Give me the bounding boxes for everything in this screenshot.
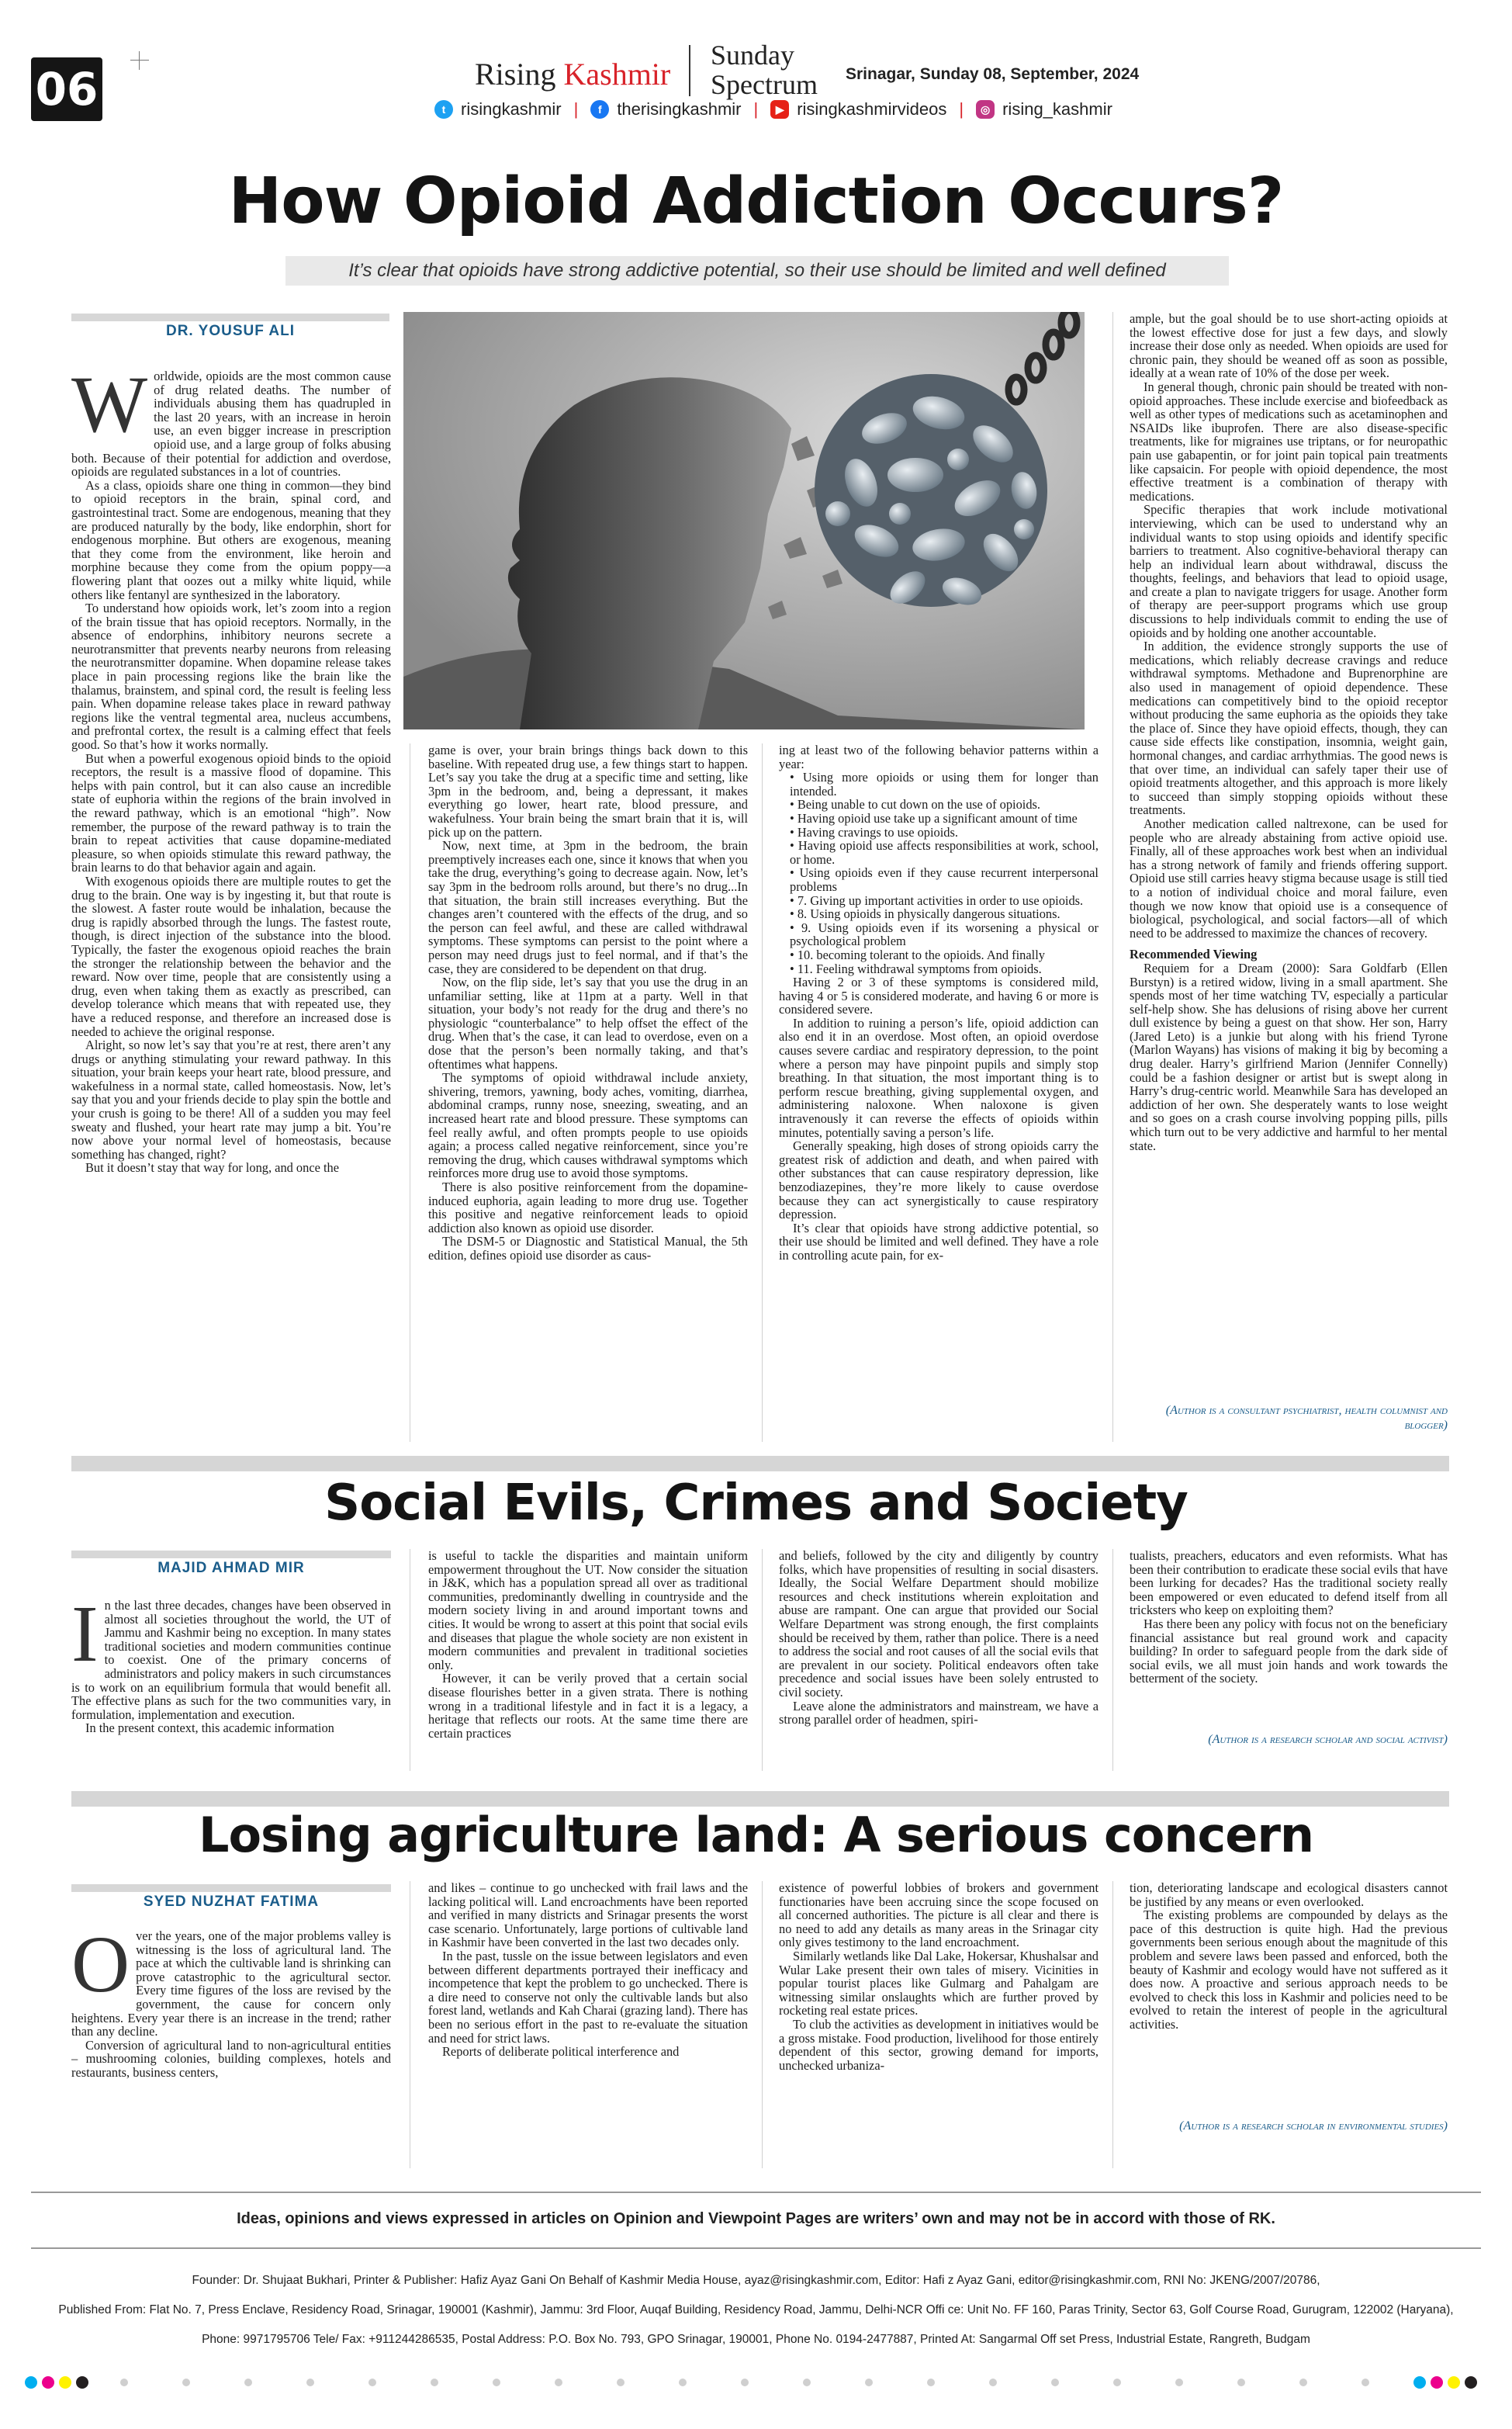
paragraph: existence of powerful lobbies of brokers and government functionaries have been accruing since the scope focused on all concerned authorities. The picture is all clear and there is no need to add any details as many areas in the Srinagar city only gives testimony to the land encroachment. [779, 1881, 1099, 1950]
paragraph: orldwide, opioids are the most common cause of drug related deaths. The number of individuals abusing them has quadrupled in the last 20 years, with an increase in heroin use, an even bigger increase in prescription opioid use, and a large group of folks abusing both. Because of their potential for addiction and overdose, opioids are regulated substances in a lot of countries. [71, 369, 391, 480]
paragraph: is useful to tackle the disparities and maintain uniform empowerment throughout the UT. Now consider the situation in J&K, which has a population spread all over as traditional communities, predominantly dwelling in countryside and the modern society living in and around important towns and cities. It would be wrong to assert at this point that social evils and diseases that plague the whole society are non existent in modern communities and prevalent in traditional societies only. [428, 1549, 748, 1672]
social-separator: | [959, 99, 964, 119]
list-item: • Using opioids even if they cause recurrent interpersonal problems [790, 865, 1099, 894]
twitter-icon[interactable]: t [434, 100, 453, 119]
footer-rule [31, 2192, 1481, 2193]
article1-illustration [403, 312, 1085, 729]
article3-col1 [71, 1929, 391, 2162]
article2-byline: MAJID AHMAD MIR [157, 1560, 305, 1576]
social-handle-instagram[interactable]: rising_kashmir [1002, 99, 1112, 119]
facebook-icon[interactable]: f [590, 100, 609, 119]
article1-col1 [71, 369, 391, 1448]
paragraph: In general though, chronic pain should be treated with non-opioid approaches. These include exercise and biofeedback as well as other types of medications such as acetaminophen and NSAIDs like ibuprofen. There are also disease-specific treatments, like for migraines use triptans, or for neuropathic pain use gabapentin, or for joint pain topical pain treatments like capsaicin. For people with opioid dependence, the most effective treatment is a combination of therapy with medications. [1130, 379, 1448, 504]
paragraph: Having 2 or 3 of these symptoms is considered mild, having 4 or 5 is considered moderate, and having 6 or more is considered severe. [779, 975, 1099, 1017]
paragraph: The symptoms of opioid withdrawal include anxiety, shivering, tremors, yawning, body aches, vomiting, diarrhea, abdominal cramps, runny nose, sneezing, sweating, and an increased heart rate and blood pressure. These symptoms can feel really awful, and often prompts people to use opioids again; a process called negative reinforcement, since you’re removing the drug, which causes withdrawal symptoms which reinforces more drug use to avoid those symptoms. [428, 1070, 748, 1181]
social-handle-youtube[interactable]: risingkashmirvideos [797, 99, 947, 119]
paragraph: tion, deteriorating landscape and ecological disasters cannot be justified by any means or even overlooked. [1130, 1881, 1448, 1909]
paragraph: and likes – continue to go unchecked with frail laws and the lacking political will. Land encroachments have been reported and verified in many districts and Srinagar presents the worst case scenario. Unfortunately, large portions of cultivable land in Kashmir have been converted in the last two decades only. [428, 1881, 748, 1950]
list-item: • Having opioid use affects responsibilities at work, school, or home. [790, 838, 1099, 867]
section-name [711, 40, 818, 99]
paragraph: Similarly wetlands like Dal Lake, Hokersar, Khushalsar and Wular Lake present their own tales of misery. Vicinities in popular tourist places like Gulmarg and Pahalgam are witnessing similar onslaughts which are further proved by rocketing real estate prices. [779, 1948, 1099, 2018]
article3-col3 [779, 1881, 1099, 2168]
article1-col3 [779, 743, 1099, 1448]
article1-byline: DR. YOUSUF ALI [165, 323, 295, 339]
youtube-icon[interactable]: ▶ [770, 100, 789, 119]
paragraph: Generally speaking, high doses of strong opioids carry the greatest risk of addiction and death, and when paired with other substances that can cause respiratory depression, like benzodiazepines, they’re more likely to cause overdose because they can act synergistically to cause respiratory depression. [779, 1138, 1099, 1222]
brand-kashmir: Kashmir [563, 57, 671, 92]
registration-mark [130, 51, 149, 70]
paragraph: Another medication called naltrexone, can be used for people who are already abstaining from active opioid use. Finally, all of these approaches work best when an individual has a strong network of family and friends offering support. Opioid use still carries heavy stigma because usage is still tied to a notion of individual choice and moral failure, even though we now know that opioid use is a consequence of biological, psychological, and social factors—all of which need to be addressed to maximize the chances of recovery. [1130, 816, 1448, 941]
paragraph: Conversion of agricultural land to non-agricultural entities – mushrooming colonies, building complexes, hotels and restaurants, business centers, [71, 2037, 391, 2080]
article1-deck: It’s clear that opioids have strong addictive potential, so their use should be limited and well defined [285, 256, 1229, 286]
paragraph: To club the activities as development in initiatives would be a gross mistake. Food production, livelihood for those entirely dependent of this sector, growing demand for imports, unchecked urbaniza- [779, 2016, 1099, 2073]
list-item: • 9. Using opioids even if its worsening a physical or psychological problem [790, 920, 1099, 949]
article1-author-credit: (Author is a consultant psychiatrist, health columnist and blogger) [1165, 1404, 1448, 1432]
paragraph: There is also positive reinforcement from the dopamine-induced euphoria, again leading to more drug use. Together this positive and negative reinforcement leads to opioid addiction also known as opioid use disorder. [428, 1180, 748, 1235]
byline-rule [71, 1884, 391, 1892]
paragraph: In the present context, this academic information [85, 1720, 334, 1736]
paragraph: In the past, tussle on the issue between legislators and even between different departments portrayed their inefficacy and incompetence that kept the problem to go unchecked. There is a dire need to conserve not only the cultivable lands but also forest land, wetlands and Kah Charai (grazing land). There has been no serious effort in the past to re-evaluate the situation and need for strict laws. [428, 1948, 748, 2046]
color-registration-marks [0, 2368, 1512, 2396]
paragraph: However, it can be verily proved that a certain social disease flourishes better in a given strata. There is nothing wrong in a traditional lifestyle and in fact it is a legacy, a heritage that reflects our roots. At the same time there are certain practices [428, 1671, 748, 1741]
article1-col2 [428, 743, 748, 1448]
column-rule [1112, 312, 1113, 1442]
section-line2: Spectrum [711, 69, 818, 100]
paragraph: The DSM-5 or Diagnostic and Statistical Manual, the 5th edition, defines opioid use disorder as caus- [428, 1234, 748, 1263]
paragraph: Now, on the flip side, let’s say that you use the drug in an unfamiliar setting, like at 11pm at a party. Well in that situation, your body’s not ready for the drug and there’s no physiologic “counterbalance” to help offset the effect of the drug. When that’s the case, it can lead to overdose, even on a dose that the person’s been normally taking, and that’s oftentimes what happens. [428, 975, 748, 1072]
column-rule [762, 1549, 763, 1771]
article3-col4 [1130, 1881, 1448, 2106]
brand-rising: Rising [475, 57, 556, 92]
article2-col4 [1130, 1549, 1448, 1720]
section-divider [71, 1791, 1449, 1807]
list-item: • 10. becoming tolerant to the opioids. And finally [790, 947, 1045, 962]
paragraph: It’s clear that opioids have strong addictive potential, so their use should be limited and well defined. They have a role in controlling acute pain, for ex- [779, 1220, 1099, 1263]
social-separator: | [753, 99, 759, 119]
social-handle-twitter[interactable]: risingkashmir [461, 99, 562, 119]
list-item: • Using more opioids or using them for longer than intended. [790, 770, 1099, 799]
social-separator: | [573, 99, 579, 119]
brand-logo [475, 56, 670, 92]
column-rule [1112, 1881, 1113, 2168]
list-item: • 8. Using opioids in physically dangerous situations. [790, 906, 1060, 922]
byline-rule [71, 314, 389, 321]
footer-rule [31, 2247, 1481, 2249]
paragraph: ample, but the goal should be to use short-acting opioids at the lowest effective dose for just a few days, and slowly increase their dose only as needed. When opioids are used for chronic pain, they should be weaned off as soon as possible, ideally at a wean rate of 10% of the dose per week. [1130, 312, 1448, 381]
article3-col2 [428, 1881, 748, 2168]
paragraph: But when a powerful exogenous opioid binds to the opioid receptors, the result is a massive flood of dopamine. This helps with pain control, but it can also cause an incredible state of euphoria within the regions of the brain involved in the reward pathway, which is an emotional “high”. Now remember, the purpose of the reward pathway is to train the brain to repeat activities that cause dopamine-mediated pleasure, so when opioids stimulate this reward pathway, the brain learns to do that behavior again and again. [71, 750, 391, 875]
brand-divider [689, 45, 690, 96]
imprint-line2: Published From: Flat No. 7, Press Enclave, Residency Road, Srinagar, 190001 (Kashmir), Jammu: 3rd Floor, Auqaf Building, Residency Road, Jammu, Delhi-NCR Offi ce: Unit No. FF 160, Paras Trinity, Sector 63, Golf Course Road, Gurugram, 122002 (Haryana), [58, 2303, 1454, 2316]
article3-headline: Losing agriculture land: A serious concern [198, 1807, 1314, 1863]
paragraph: Leave alone the administrators and mainstream, we have a strong parallel order of headmen, spiri- [779, 1698, 1099, 1727]
column-rule [762, 1881, 763, 2168]
imprint-line1: Founder: Dr. Shujaat Bukhari, Printer & Publisher: Hafiz Ayaz Gani On Behalf of Kashmir Media House, ayaz@risingkashmir.com, Editor: Hafi z Ayaz Gani, editor@risingkashmir.com, RNI No: JKENG/2007/20786, [192, 2274, 1320, 2287]
paragraph: In addition to ruining a person’s life, opioid addiction can also end it in an overdose. Most often, an opioid overdose causes severe cardiac and respiratory depression, to the point where a person may have pinpoint pupils and simply stop breathing. In that situation, the most important thing is to perform rescue breathing, giving supplemental oxygen, and administering naloxone. When naloxone is given intravenously it can reverse the effects of opioids within minutes, potentially saving a person’s life. [779, 1015, 1099, 1140]
social-bar [434, 99, 1112, 120]
paragraph: ing at least two of the following behavior patterns within a year: [779, 743, 1099, 771]
article2-author-credit: (Author is a research scholar and social activist) [1208, 1733, 1448, 1746]
byline-rule [71, 1551, 391, 1558]
subhead: Recommended Viewing [1130, 947, 1258, 962]
paragraph: and beliefs, followed by the city and diligently by country folks, which have propensities of resulting in social disasters. Ideally, the Social Welfare Department should mobilize resources and check institutions wherein exploitation and abuse are rampant. One can argue that provided our Social Welfare Department was strong enough, the first complaints should be received by them, rather than police. There is a need to address the social and root causes of all the social evils that are prevalent in our society. Political endeavors often take precedence and social issues have been solely entrusted to civil society. [779, 1549, 1099, 1700]
list-item: • Having opioid use take up a significant amount of time [790, 810, 1078, 826]
imprint-line3: Phone: 9971795706 Tele/ Fax: +911244286535, Postal Address: P.O. Box No. 793, GPO Srinagar, 190001, Phone No. 0194-2477887, Printed At: Sangarmal Off set Press, Industrial Estate, Rangreth, Budgam [202, 2333, 1310, 2346]
article1-headline: How Opioid Addiction Occurs? [228, 165, 1284, 238]
list-item: • 11. Feeling withdrawal symptoms from opioids. [790, 961, 1042, 976]
section-divider [71, 1456, 1449, 1471]
paragraph: game is over, your brain brings things back down to this baseline. With repeated drug use, a few things start to happen. Let’s say you take the drug at a specific time and setting, like 3pm in the bedroom, and, being a depressant, it makes everything go lower, heart rate, blood pressure, and wakefulness. Your brain being the smart brain that it is, will pick up on the pattern. [428, 743, 748, 840]
list-item: • Having cravings to use opioids. [790, 824, 958, 840]
section-line1: Sunday [711, 40, 794, 71]
instagram-icon[interactable]: ◎ [976, 100, 995, 119]
article3-author-credit: (Author is a research scholar in environmental studies) [1179, 2119, 1448, 2133]
article2-col1 [71, 1599, 391, 1769]
paragraph: Alright, so now let’s say that you’re at rest, there aren’t any drugs or anything stimulating your reward pathway. In this situation, your brain keeps your heart rate, blood pressure, and wakefulness in a normal state, called homeostasis. Now, let’s say that you and your friends decide to play spin the bottle and your crush is going to be there! All of a sudden you may feel sweaty and flushed, your heart rate may jump a bit. You’re now above your normal level of homeostasis, because something has changed, right? [71, 1038, 391, 1162]
article3-byline: SYED NUZHAT FATIMA [143, 1894, 320, 1910]
dateline: Srinagar, Sunday 08, September, 2024 [846, 65, 1140, 83]
paragraph: With exogenous opioids there are multiple routes to get the drug to the brain. One way is by ingesting it, but that route is the slowest. A faster route would be inhalation, because the drug is rapidly absorbed through the lungs. The fastest route, though, is direct injection of the substance into the blood. Typically, the faster the exogenous opioid reaches the brain the stronger the relationship between the behavior and the reward. Now over time, people that are consistently using a drug, even when taking them as exactly as prescribed, can develop tolerance which means that with repeated use, they have a reduced response, and therefore an increased dose is needed to achieve the original response. [71, 873, 391, 1039]
paragraph: Has there been any policy with focus not on the beneficiary financial assistance but real ground work and capacity building? In order to safeguard people from the dark side of social evils, we all must join hands and work towards the betterment of the society. [1130, 1616, 1448, 1686]
dropcap: W [71, 369, 148, 449]
article2-headline: Social Evils, Crimes and Society [324, 1474, 1188, 1532]
social-handle-facebook[interactable]: therisingkashmir [617, 99, 742, 119]
paragraph: Now, next time, at 3pm in the bedroom, the brain preemptively increases each one, since it knows that when you take the drug, everything’s going to decrease again. Now, let’s say 3pm in the bedroom rolls around, but there’s no drug...In that situation, the brain still increases everything. But the changes aren’t countered with the effects of the drug, and so the person can feel awful, and these are called withdrawal symptoms. These symptoms can persist to the point where a person may need drugs just to feel normal, and if that’s the case, they are considered to be dependent on that drug. [428, 838, 748, 976]
article1-col4 [1130, 312, 1448, 1391]
article2-col3 [779, 1549, 1099, 1774]
paragraph: But it doesn’t stay that way for long, and once the [85, 1160, 339, 1176]
paragraph: tualists, preachers, educators and even reformists. What has been their contribution to eradicate these social evils that have been lurking for decades? Has the traditional society really been empowered or even educated to defend itself from all tricksters who keep on exploiting them? [1130, 1549, 1448, 1618]
paragraph: Reports of deliberate political interference and [442, 2044, 680, 2060]
head-and-pills-illustration [403, 312, 1085, 729]
paragraph: Specific therapies that work include motivational interviewing, which can be used to understand why an individual wants to stop using opioids and identify specific barriers to treatment. Also cognitive-behavioral therapy can help an individual learn about withdrawal, discuss the thoughts, feelings, and behaviors that lead to opioid usage, and create a plan to navigate triggers for usage. Another form of therapy are peer-support programs which use group discussions to help individuals commit to ending the use of opioids and by holding one another accountable. [1130, 502, 1448, 640]
article2-col2 [428, 1549, 748, 1774]
paragraph: Requiem for a Dream (2000): Sara Goldfarb (Ellen Burstyn) is a retired widow, living in a small apartment. She spends most of her time watching TV, especially a particular self-help show. She has delusions of rising above her current dull existence by being a guest on that show. Her son, Harry (Jared Leto) is a junkie but along with his friend Tyrone (Marlon Wayans) has visions of making it big by becoming a drug dealer. Harry’s girlfriend Marion (Jennifer Connelly) could be a fashion designer or artist but is swept along in Harry’s drug-centric world. Meanwhile Sara has developed an addiction of her own. She desperately wants to lose weight and so goes on a crash course involving popping pills, pills which turn out to be very addictive and harmful to her mental state. [1130, 960, 1448, 1153]
paragraph: As a class, opioids share one thing in common—they bind to opioid receptors in the brain, spinal cord, and gastrointestinal tract. Some are endogenous, meaning that they are produced naturally by the body, like endorphin, short for endogenous morphine. But others are exogenous, meaning that they come from the environment, like heroin and morphine because they come from the opium poppy—a flowering plant that oozes out a milky white liquid, while others like fentanyl are synthesized in the laboratory. [71, 477, 391, 602]
page-number: 06 [31, 57, 102, 121]
paragraph: To understand how opioids work, let’s zoom into a region of the brain tissue that has opioid receptors. Normally, in the absence of endorphins, inhibitory neurons secrete a neurotransmitter that prevents nearby neurons from releasing the neurotransmitter dopamine. When dopamine release takes place in pain processing regions like the brain like the thalamus, brainstem, and spinal cord, the result is feeling less pain. When dopamine release takes place in reward pathway regions like the ventral tegmental area, nucleus accumbens, and prefrontal cortex, the result is a calming effect that feels good. So that’s how it works normally. [71, 601, 391, 753]
paragraph: The existing problems are compounded by delays as the pace of this destruction is quite high. Had the previous governments been serious enough about the magnitude of this problem and severe laws been passed and enforced, both the beauty of Kashmir and ecology would have not suffered as it does now. A proactive and serious approach needs to be evolved to check this loss in Kashmir and policies need to be evolved to retain the interest of people in the agricultural activities. [1130, 1908, 1448, 2032]
list-item: • Being unable to cut down on the use of opioids. [790, 797, 1041, 813]
paragraph: ver the years, one of the major problems valley is witnessing is the loss of agricultural land. The pace at which the cultivable land is shrinking can prove catastrophic to the agricultural sector. Every time figures of the loss are revised by the government, the cause for concern only heightens. Every year there is an increase in the trend; rather than any decline. [71, 1929, 391, 2039]
dropcap: I [71, 1599, 99, 1679]
column-rule [762, 743, 763, 1442]
paragraph: n the last three decades, changes have been observed in almost all societies throughout the world, the UT of Jammu and Kashmir being no exception. In many states traditional societies and modern communities continue to coexist. One of the primary concerns of administrators and policy makers in such circumstances is to work on an equilibrium formula that would benefit all. The effective plans as such for the two communities vary, in formulation, implementation and execution. [71, 1599, 391, 1722]
column-rule [1112, 1549, 1113, 1771]
color-registration-bar [0, 2368, 1512, 2396]
disclaimer: Ideas, opinions and views expressed in articles on Opinion and Viewpoint Pages are writers’ own and may not be in accord with those of RK. [237, 2210, 1275, 2227]
dropcap: O [71, 1929, 130, 2009]
paragraph: In addition, the evidence strongly supports the use of medications, which reliably decrease cravings and reduce withdrawal symptoms. Methadone and Buprenorphine are also used in management of opioid dependence. These medications can competitively bind to the opioid receptor without producing the same euphoria as the opioids they take the place of. Since they have opioid effects, though, they can cause side effects like constipation, insomnia, weight gain, hormonal changes, and cardiac arrhythmias. The good news is that over time, an individual can safely taper their use of opioid treatments altogether, and this approach is more likely to succeed than simply stopping opioids without these treatments. [1130, 639, 1448, 818]
list-item: • 7. Giving up important activities in order to use opioids. [790, 892, 1084, 908]
